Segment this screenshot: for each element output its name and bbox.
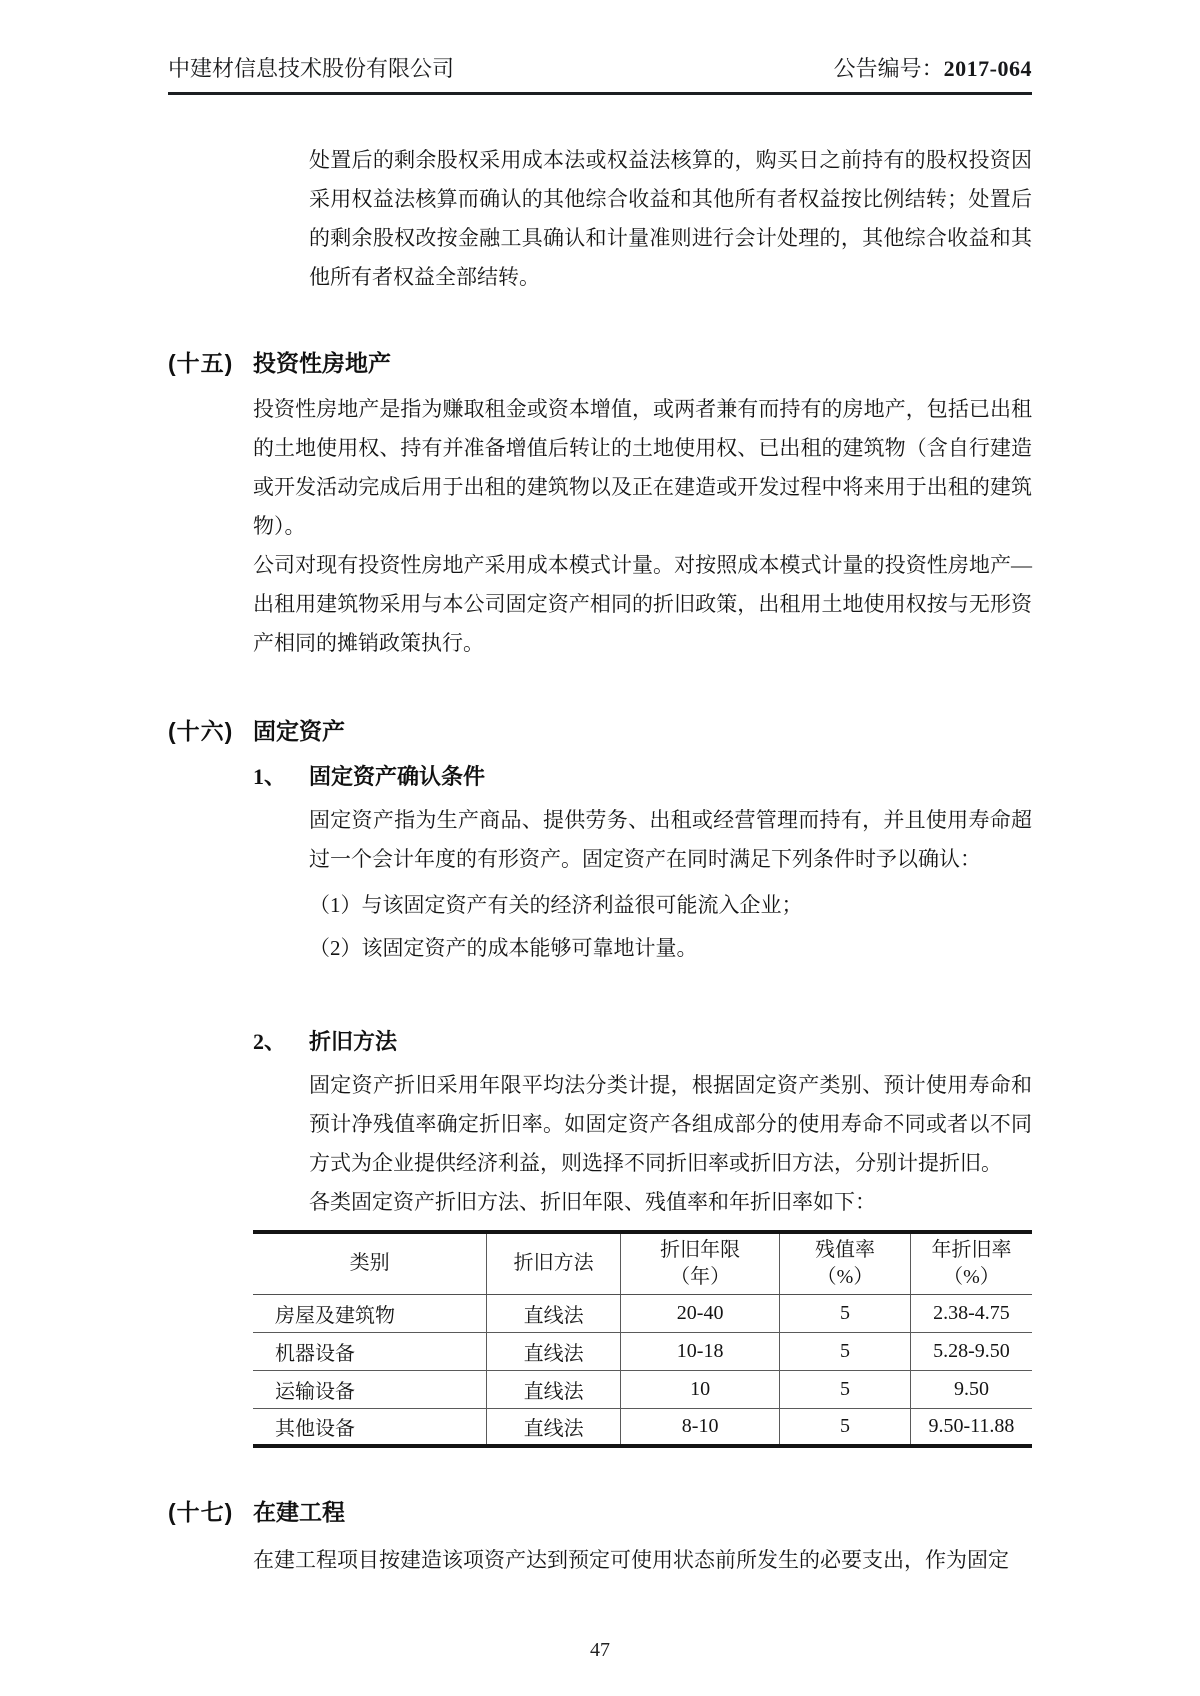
cell-annual-rate: 5.28-9.50 [910,1332,1032,1370]
header-text: 折旧年限 [660,1238,741,1261]
cell-method: 直线法 [487,1408,621,1446]
cell-category: 运输设备 [253,1370,487,1408]
header-text: 折旧方法 [513,1252,594,1275]
intro-paragraph: 处置后的剩余股权采用成本法或权益法核算的，购买日之前持有的股权投资因采用权益法核算而确认的其他综合收益和其他所有者权益按比例结转；处置后的剩余股权改按金融工具确认和计量准则进行会计处理的，其他综合收益和其他所有者权益全部结转。 [309,148,1032,289]
subsection-1-number: 1、 [253,764,287,789]
cell-residual-rate: 5 [780,1294,911,1332]
section-17-title: 在建工程 [253,1499,345,1525]
section-16-title: 固定资产 [253,718,345,744]
table-header-row [253,1232,1032,1294]
header-text: 残值率 [815,1238,875,1261]
header-text: 类别 [349,1252,390,1275]
cell-years: 10 [621,1370,780,1408]
section-15-paragraph-2: 公司对现有投资性房地产采用成本模式计量。对按照成本模式计量的投资性房地产—出租用建筑物采用与本公司固定资产相同的折旧政策，出租用土地使用权按与无形资产相同的摊销政策执行。 [253,553,1032,655]
subsection-2-number: 2、 [253,1029,287,1054]
header-text: 年折旧率 [931,1238,1012,1261]
condition-item-2: （2）该固定资产的成本能够可靠地计量。 [309,936,698,960]
subsection-2-paragraph: 固定资产折旧采用年限平均法分类计提，根据固定资产类别、预计使用寿命和预计净残值率确定折旧率。如固定资产各组成部分的使用寿命不同或者以不同方式为企业提供经济利益，则选择不同折旧率或折旧方法，分别计提折旧。 [309,1073,1032,1175]
cell-annual-rate: 2.38-4.75 [910,1294,1032,1332]
notice-label: 公告编号： [833,56,944,81]
header-cell-category [253,1232,487,1294]
cell-annual-rate: 9.50-11.88 [910,1408,1032,1446]
cell-years: 10-18 [621,1332,780,1370]
cell-years: 8-10 [621,1408,780,1446]
section-15-title: 投资性房地产 [253,350,391,376]
notice-number-field [834,52,1032,83]
company-name: 中建材信息技术股份有限公司 [168,56,455,81]
depreciation-table [253,1230,1032,1448]
table-row [253,1332,1032,1370]
notice-number: 2017-064 [943,56,1032,81]
header-unit: （%） [816,1265,874,1288]
subsection-2-heading [253,1025,1032,1056]
table-row [253,1294,1032,1332]
subsection-1-title: 固定资产确认条件 [309,764,486,789]
table-intro-line: 各类固定资产折旧方法、折旧年限、残值率和年折旧率如下： [309,1190,876,1214]
section-15-heading [168,345,1032,378]
table-row [253,1370,1032,1408]
section-17-heading [168,1494,1032,1527]
section-17-label: (十七) [168,1499,234,1525]
cell-category: 其他设备 [275,1417,355,1440]
section-15-label: (十五) [168,350,234,376]
cell-category: 房屋及建筑物 [253,1294,487,1332]
cell-method: 直线法 [487,1332,621,1370]
header-cell-residual-rate [780,1232,911,1294]
cell-residual-rate: 5 [780,1332,911,1370]
section-17-paragraph: 在建工程项目按建造该项资产达到预定可使用状态前所发生的必要支出，作为固定 [253,1548,1009,1572]
cell-method: 直线法 [487,1370,621,1408]
cell-category: 机器设备 [253,1332,487,1370]
page-number: 47 [590,1639,610,1661]
cell-annual-rate: 9.50 [910,1370,1032,1408]
subsection-1-paragraph: 固定资产指为生产商品、提供劳务、出租或经营管理而持有，并且使用寿命超过一个会计年度的有形资产。固定资产在同时满足下列条件时予以确认： [309,808,1032,871]
header-unit: （%） [943,1265,1000,1288]
subsection-1-heading [253,760,1032,791]
document-header [168,0,1032,95]
condition-item-1: （1）与该固定资产有关的经济利益很可能流入企业； [309,893,803,917]
section-16-label: (十六) [168,718,234,744]
table-row [253,1408,1032,1446]
header-unit: （年） [670,1265,731,1288]
cell-residual-rate: 5 [780,1408,911,1446]
cell-residual-rate: 5 [780,1370,911,1408]
subsection-2-title: 折旧方法 [309,1029,398,1054]
header-cell-years [621,1232,780,1294]
section-15-paragraph-1: 投资性房地产是指为赚取租金或资本增值，或两者兼有而持有的房地产，包括已出租的土地使用权、持有并准备增值后转让的土地使用权、已出租的建筑物（含自行建造或开发活动完成后用于出租的建筑物以及正在建造或开发过程中将来用于出租的建筑物）。 [253,397,1032,538]
cell-years: 20-40 [621,1294,780,1332]
section-16-heading [168,713,1032,746]
header-cell-annual-rate [910,1232,1032,1294]
cell-method: 直线法 [487,1294,621,1332]
header-cell-method [487,1232,621,1294]
